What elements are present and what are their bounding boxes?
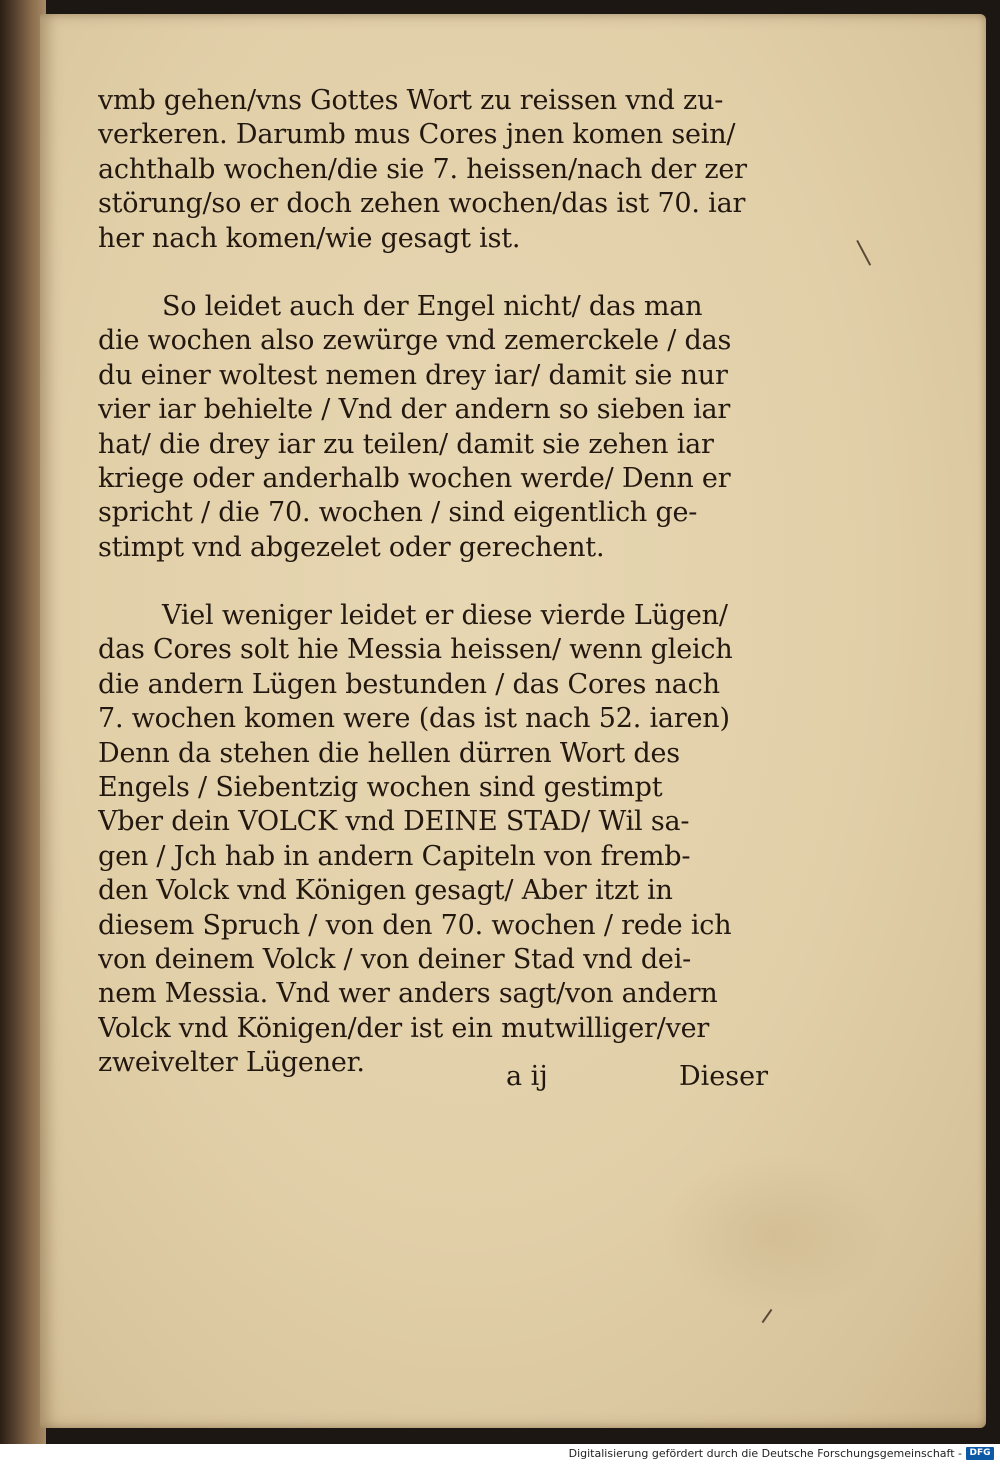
text-line: So leidet auch der Engel nicht/ das man <box>162 290 703 322</box>
text-line: das Cores solt hie Messia heissen/ wenn gleich <box>98 634 733 666</box>
margin-pen-mark <box>856 234 882 265</box>
text-line: verkeren. Darumb mus Cores jnen komen sein/ <box>98 119 736 151</box>
text-line: kriege oder anderhalb wochen werde/ Denn er <box>98 462 731 494</box>
text-line: stimpt vnd abgezelet oder gerechent. <box>98 531 605 563</box>
paragraph-1 <box>98 84 798 256</box>
paragraph-3 <box>98 599 798 1080</box>
text-line: Viel weniger leidet er diese vierde Lügen/ <box>162 600 728 632</box>
book-page <box>40 14 986 1428</box>
text-line: vier iar behielte / Vnd der andern so sieben iar <box>98 394 731 426</box>
page-text <box>98 84 798 1081</box>
text-line: Denn da stehen die hellen dürren Wort des <box>98 737 680 769</box>
text-line: Vber dein VOLCK vnd DEINE STAD/ Wil sa- <box>98 806 690 838</box>
text-line: her nach komen/wie gesagt ist. <box>98 222 521 254</box>
dfg-logo: DFG <box>966 1447 994 1460</box>
text-line: spricht / die 70. wochen / sind eigentlich ge- <box>98 497 698 529</box>
text-line: hat/ die drey iar zu teilen/ damit sie zehen iar <box>98 428 714 460</box>
text-line: gen / Jch hab in andern Capiteln von fremb- <box>98 840 691 872</box>
catchword: Dieser <box>678 1061 768 1092</box>
text-line: störung/so er doch zehen wochen/das ist 70. iar <box>98 188 746 220</box>
text-line: den Volck vnd Königen gesagt/ Aber itzt in <box>98 875 673 907</box>
text-line: die andern Lügen bestunden / das Cores nach <box>98 668 720 700</box>
text-line: die wochen also zewürge vnd zemerckele / das <box>98 325 732 357</box>
text-line: Volck vnd Königen/der ist ein mutwilliger/ver <box>98 1012 710 1044</box>
text-line: diesem Spruch / von den 70. wochen / rede ich <box>98 909 732 941</box>
text-line: du einer woltest nemen drey iar/ damit sie nur <box>98 359 728 391</box>
page-footer <box>98 1061 768 1097</box>
text-line: achthalb wochen/die sie 7. heissen/nach der zer <box>98 153 747 185</box>
text-line: 7. wochen komen were (das ist nach 52. iaren) <box>98 703 730 735</box>
text-line: zweivelter Lügener. <box>98 1047 365 1079</box>
text-line: Engels / Siebentzig wochen sind gestimpt <box>98 772 663 804</box>
text-line: vmb gehen/vns Gottes Wort zu reissen vnd zu- <box>98 85 724 116</box>
paragraph-2 <box>98 290 798 565</box>
text-line: von deinem Volck / von deiner Stad vnd dei- <box>98 943 692 975</box>
signature-mark: a ij <box>506 1061 548 1092</box>
text-line: nem Messia. Vnd wer anders sagt/von andern <box>98 978 718 1010</box>
funding-credit: Digitalisierung gefördert durch die Deutsche Forschungsgemeinschaft - <box>568 1447 962 1460</box>
credit-bar <box>0 1444 1000 1464</box>
paper-stain <box>660 1154 890 1314</box>
